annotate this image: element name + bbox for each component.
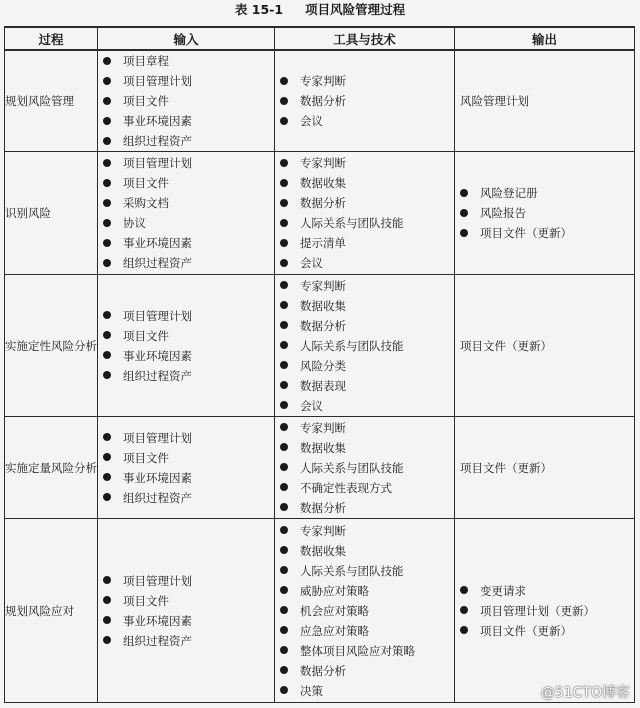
bullet-icon xyxy=(280,586,288,594)
tool-text: 数据分析 xyxy=(300,196,346,210)
tool-text: 风险分类 xyxy=(300,358,346,373)
bullet-icon xyxy=(280,443,288,451)
risk-management-table xyxy=(4,26,635,703)
input-text: 事业环境因素 xyxy=(123,613,192,628)
input-text: 事业环境因素 xyxy=(123,236,192,250)
outputs-cell xyxy=(455,519,635,703)
output-list xyxy=(455,91,634,111)
bullet-icon xyxy=(103,576,111,584)
process-cell: 规划风险管理 xyxy=(5,50,98,152)
bullet-icon xyxy=(103,493,111,501)
bullet-icon xyxy=(103,57,111,65)
input-text: 项目管理计划 xyxy=(123,308,192,323)
bullet-icon xyxy=(103,117,111,125)
input-text: 组织过程资产 xyxy=(123,633,192,648)
tool-item xyxy=(280,541,454,561)
tool-item xyxy=(280,71,454,91)
tool-item xyxy=(280,561,454,581)
tool-text: 专家判断 xyxy=(300,523,346,538)
bullet-icon xyxy=(280,281,288,289)
table-row xyxy=(5,50,635,152)
bullet-icon xyxy=(280,463,288,471)
tools-cell xyxy=(275,417,455,519)
tool-item xyxy=(280,193,454,213)
output-item xyxy=(460,183,634,203)
tool-item xyxy=(280,396,454,416)
input-item xyxy=(103,51,274,71)
input-text: 事业环境因素 xyxy=(123,470,192,485)
bullet-icon xyxy=(103,199,111,207)
process-cell: 规划风险应对 xyxy=(5,519,98,703)
watermark: @51CTO博客 xyxy=(540,685,630,701)
tool-item xyxy=(280,336,454,356)
tool-text: 整体项目风险应对策略 xyxy=(300,643,415,658)
bullet-icon xyxy=(280,646,288,654)
tool-text: 数据收集 xyxy=(300,298,346,313)
bullet-icon xyxy=(460,626,468,634)
input-text: 协议 xyxy=(123,216,146,230)
output-text: 项目文件（更新） xyxy=(480,226,572,240)
tool-item xyxy=(280,498,454,518)
table-row xyxy=(5,152,635,275)
tool-text: 数据收集 xyxy=(300,440,346,455)
input-text: 项目文件 xyxy=(123,328,169,343)
tool-item xyxy=(280,521,454,541)
bullet-icon xyxy=(103,616,111,624)
output-list xyxy=(455,183,634,243)
output-item xyxy=(460,601,634,621)
bullet-icon xyxy=(280,159,288,167)
tool-list xyxy=(275,521,454,701)
outputs-cell xyxy=(455,50,635,152)
tool-item xyxy=(280,418,454,438)
input-item xyxy=(103,71,274,91)
table-row xyxy=(5,417,635,519)
tool-text: 数据分析 xyxy=(300,94,346,108)
input-text: 事业环境因素 xyxy=(123,348,192,363)
output-item xyxy=(460,458,634,478)
input-list xyxy=(98,571,274,651)
tool-item xyxy=(280,213,454,233)
bullet-icon xyxy=(460,586,468,594)
bullet-icon xyxy=(103,219,111,227)
process-cell: 实施定量风险分析 xyxy=(5,417,98,519)
output-text: 项目文件（更新） xyxy=(460,460,552,475)
tool-item xyxy=(280,91,454,111)
bullet-icon xyxy=(103,596,111,604)
tool-list xyxy=(275,153,454,273)
input-item xyxy=(103,173,274,193)
output-item xyxy=(460,223,634,243)
output-list xyxy=(455,581,634,641)
tool-text: 专家判断 xyxy=(300,74,346,88)
input-item xyxy=(103,346,274,366)
input-item xyxy=(103,213,274,233)
bullet-icon xyxy=(103,179,111,187)
tool-text: 人际关系与团队技能 xyxy=(300,563,404,578)
input-item xyxy=(103,631,274,651)
output-item xyxy=(460,621,634,641)
tool-list xyxy=(275,418,454,518)
outputs-cell xyxy=(455,417,635,519)
output-item xyxy=(460,581,634,601)
output-item xyxy=(460,203,634,223)
tool-item xyxy=(280,601,454,621)
header-row xyxy=(5,27,635,50)
header-process: 过程 xyxy=(5,27,98,50)
tool-item xyxy=(280,153,454,173)
tool-text: 数据分析 xyxy=(300,500,346,515)
bullet-icon xyxy=(103,371,111,379)
input-item xyxy=(103,448,274,468)
tool-text: 数据分析 xyxy=(300,663,346,678)
tool-text: 数据表现 xyxy=(300,378,346,393)
input-text: 组织过程资产 xyxy=(123,490,192,505)
input-list xyxy=(98,51,274,151)
header-outputs: 输出 xyxy=(455,27,635,50)
outputs-cell xyxy=(455,275,635,417)
bullet-icon xyxy=(280,381,288,389)
bullet-icon xyxy=(280,239,288,247)
bullet-icon xyxy=(460,606,468,614)
outputs-cell xyxy=(455,152,635,275)
bullet-icon xyxy=(280,321,288,329)
output-text: 风险报告 xyxy=(480,206,526,220)
input-item xyxy=(103,468,274,488)
tool-item xyxy=(280,173,454,193)
tool-text: 会议 xyxy=(300,398,323,413)
tool-text: 数据收集 xyxy=(300,176,346,190)
input-item xyxy=(103,306,274,326)
inputs-cell xyxy=(98,152,275,275)
bullet-icon xyxy=(103,636,111,644)
bullet-icon xyxy=(280,341,288,349)
bullet-icon xyxy=(103,331,111,339)
tool-text: 机会应对策略 xyxy=(300,603,369,618)
tool-item xyxy=(280,356,454,376)
bullet-icon xyxy=(103,97,111,105)
output-item xyxy=(460,336,634,356)
inputs-cell xyxy=(98,417,275,519)
bullet-icon xyxy=(103,239,111,247)
tool-text: 决策 xyxy=(300,683,323,698)
table-title: 项目风险管理过程 xyxy=(305,2,406,17)
bullet-icon xyxy=(103,137,111,145)
header-inputs: 输入 xyxy=(98,27,275,50)
bullet-icon xyxy=(280,606,288,614)
bullet-icon xyxy=(280,259,288,267)
output-text: 变更请求 xyxy=(480,583,526,598)
input-item xyxy=(103,91,274,111)
input-item xyxy=(103,611,274,631)
input-item xyxy=(103,428,274,448)
header-tools: 工具与技术 xyxy=(275,27,455,50)
input-text: 组织过程资产 xyxy=(123,256,192,270)
tool-item xyxy=(280,111,454,131)
tool-text: 会议 xyxy=(300,114,323,128)
bullet-icon xyxy=(280,199,288,207)
tool-text: 应急应对策略 xyxy=(300,623,369,638)
tool-item xyxy=(280,376,454,396)
bullet-icon xyxy=(280,526,288,534)
bullet-icon xyxy=(103,311,111,319)
tool-text: 专家判断 xyxy=(300,278,346,293)
tool-text: 人际关系与团队技能 xyxy=(300,338,404,353)
output-list xyxy=(455,458,634,478)
bullet-icon xyxy=(280,361,288,369)
tool-item xyxy=(280,233,454,253)
tool-item xyxy=(280,681,454,701)
bullet-icon xyxy=(103,453,111,461)
tool-text: 威胁应对策略 xyxy=(300,583,369,598)
bullet-icon xyxy=(460,209,468,217)
tool-item xyxy=(280,316,454,336)
inputs-cell xyxy=(98,50,275,152)
input-text: 项目管理计划 xyxy=(123,573,192,588)
input-text: 项目管理计划 xyxy=(123,74,192,88)
output-item xyxy=(460,91,634,111)
tool-item xyxy=(280,621,454,641)
input-text: 项目管理计划 xyxy=(123,156,192,170)
tool-text: 会议 xyxy=(300,256,323,270)
input-text: 项目文件 xyxy=(123,94,169,108)
tool-item xyxy=(280,276,454,296)
bullet-icon xyxy=(460,229,468,237)
bullet-icon xyxy=(103,351,111,359)
tool-item xyxy=(280,661,454,681)
input-text: 组织过程资产 xyxy=(123,368,192,383)
bullet-icon xyxy=(280,401,288,409)
tools-cell xyxy=(275,275,455,417)
output-text: 风险管理计划 xyxy=(460,94,529,108)
output-text: 项目管理计划（更新） xyxy=(480,603,595,618)
tool-item xyxy=(280,458,454,478)
tool-item xyxy=(280,438,454,458)
table-number: 表 15-1 xyxy=(234,2,284,17)
input-item xyxy=(103,253,274,273)
tool-text: 不确定性表现方式 xyxy=(300,480,392,495)
input-text: 组织过程资产 xyxy=(123,134,192,148)
input-text: 项目管理计划 xyxy=(123,430,192,445)
bullet-icon xyxy=(280,666,288,674)
bullet-icon xyxy=(460,189,468,197)
input-list xyxy=(98,153,274,273)
input-text: 事业环境因素 xyxy=(123,114,192,128)
input-item xyxy=(103,153,274,173)
tool-item xyxy=(280,581,454,601)
input-item xyxy=(103,131,274,151)
tools-cell xyxy=(275,152,455,275)
input-item xyxy=(103,571,274,591)
tool-list xyxy=(275,276,454,416)
table-caption xyxy=(0,2,640,18)
tool-item xyxy=(280,296,454,316)
input-text: 采购文档 xyxy=(123,196,169,210)
bullet-icon xyxy=(103,77,111,85)
input-item xyxy=(103,233,274,253)
tools-cell xyxy=(275,519,455,703)
inputs-cell xyxy=(98,275,275,417)
bullet-icon xyxy=(280,117,288,125)
output-text: 风险登记册 xyxy=(480,186,538,200)
bullet-icon xyxy=(280,566,288,574)
input-text: 项目文件 xyxy=(123,176,169,190)
input-item xyxy=(103,326,274,346)
input-list xyxy=(98,428,274,508)
bullet-icon xyxy=(280,77,288,85)
bullet-icon xyxy=(103,259,111,267)
bullet-icon xyxy=(280,686,288,694)
input-list xyxy=(98,306,274,386)
bullet-icon xyxy=(280,503,288,511)
inputs-cell xyxy=(98,519,275,703)
tool-text: 提示清单 xyxy=(300,236,346,250)
bullet-icon xyxy=(103,159,111,167)
input-item xyxy=(103,591,274,611)
input-text: 项目文件 xyxy=(123,593,169,608)
tools-cell xyxy=(275,50,455,152)
tool-text: 人际关系与团队技能 xyxy=(300,216,404,230)
bullet-icon xyxy=(280,626,288,634)
bullet-icon xyxy=(280,301,288,309)
tool-list xyxy=(275,71,454,131)
input-text: 项目章程 xyxy=(123,54,169,68)
process-cell: 识别风险 xyxy=(5,152,98,275)
output-text: 项目文件（更新） xyxy=(460,338,552,353)
tool-item xyxy=(280,253,454,273)
input-item xyxy=(103,488,274,508)
input-text: 项目文件 xyxy=(123,450,169,465)
bullet-icon xyxy=(280,483,288,491)
tool-text: 专家判断 xyxy=(300,156,346,170)
table-row xyxy=(5,275,635,417)
tool-item xyxy=(280,641,454,661)
tool-text: 数据收集 xyxy=(300,543,346,558)
tool-text: 数据分析 xyxy=(300,318,346,333)
table-row xyxy=(5,519,635,703)
bullet-icon xyxy=(280,179,288,187)
tool-item xyxy=(280,478,454,498)
bullet-icon xyxy=(103,473,111,481)
input-item xyxy=(103,366,274,386)
input-item xyxy=(103,193,274,213)
process-cell: 实施定性风险分析 xyxy=(5,275,98,417)
tool-text: 专家判断 xyxy=(300,420,346,435)
bullet-icon xyxy=(280,423,288,431)
output-list xyxy=(455,336,634,356)
bullet-icon xyxy=(280,97,288,105)
bullet-icon xyxy=(280,219,288,227)
bullet-icon xyxy=(103,433,111,441)
output-text: 项目文件（更新） xyxy=(480,623,572,638)
tool-text: 人际关系与团队技能 xyxy=(300,460,404,475)
input-item xyxy=(103,111,274,131)
bullet-icon xyxy=(280,546,288,554)
